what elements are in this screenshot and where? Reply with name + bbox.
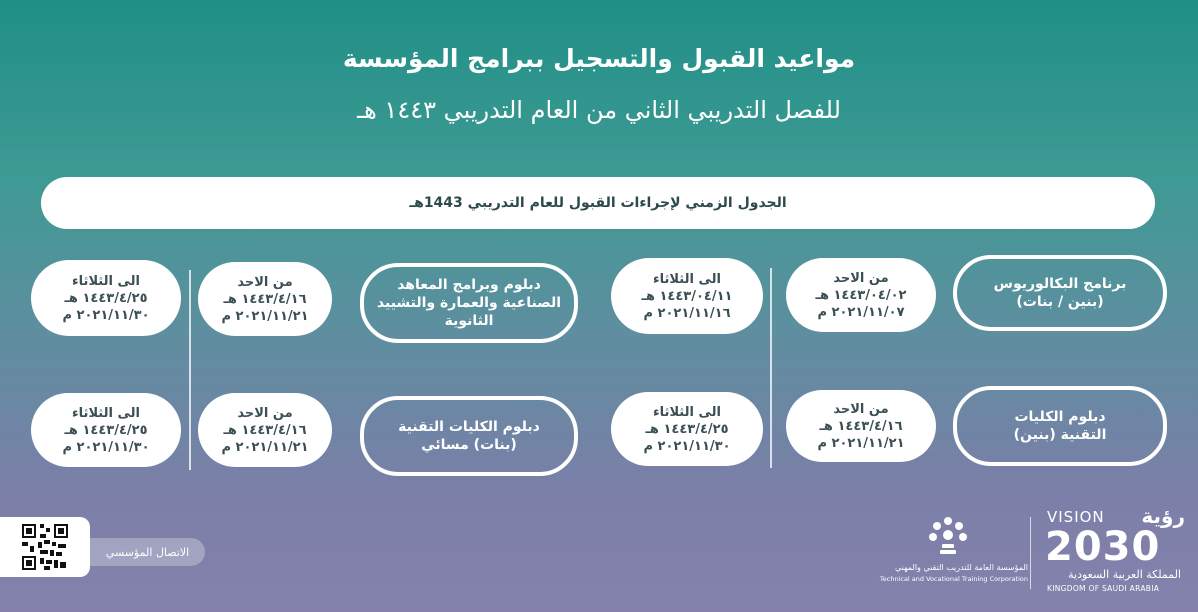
corporate-contact-text: الاتصال المؤسسي xyxy=(105,545,190,559)
qr-code-icon xyxy=(20,522,70,572)
program-colleges-girls: دبلوم الكليات التقنية (بنات) مسائي xyxy=(360,396,578,476)
tvtc-arabic-name: المؤسسة العامة للتدريب التقني والمهني xyxy=(894,563,1028,572)
qr-code[interactable] xyxy=(0,517,90,577)
column-divider-left xyxy=(189,270,191,470)
bachelor-start-date: من الاحد ١٤٤٣/٠٤/٠٢ هـ ٢٠٢١/١١/٠٧ م xyxy=(786,258,936,332)
program-bachelor: برنامج البكالوريوس (بنين / بنات) xyxy=(953,255,1167,331)
tvtc-logo-icon xyxy=(926,514,970,560)
kingdom-arabic: المملكة العربية السعودية xyxy=(1068,568,1181,581)
column-divider-right xyxy=(770,268,772,468)
page-subtitle: للفصل التدريبي الثاني من العام التدريبي ١٤٤٣ هـ xyxy=(357,96,841,124)
colleges-boys-start-date: من الاحد ١٤٤٣/٤/١٦ هـ ٢٠٢١/١١/٢١ م xyxy=(786,390,936,462)
banner-text: الجدول الزمني لإجراءات القبول للعام التدريبي 1443هـ xyxy=(409,195,787,211)
logo-separator xyxy=(1030,517,1031,589)
program-colleges-boys: دبلوم الكليات التقنية (بنين) xyxy=(953,386,1167,466)
corporate-contact-label[interactable] xyxy=(90,538,205,566)
vision-label: VISION xyxy=(1047,508,1105,526)
page-title: مواعيد القبول والتسجيل ببرامج المؤسسة xyxy=(342,44,856,73)
vision-2030-logo xyxy=(1045,506,1185,598)
colleges-boys-end-date: الى الثلاثاء ١٤٤٣/٤/٢٥ هـ ٢٠٢١/١١/٣٠ م xyxy=(611,392,763,466)
colleges-girls-end-date: الى الثلاثاء ١٤٤٣/٤/٢٥ هـ ٢٠٢١/١١/٣٠ م xyxy=(31,393,181,467)
institutes-end-date: الى الثلاثاء ١٤٤٣/٤/٢٥ هـ ٢٠٢١/١١/٣٠ م xyxy=(31,260,181,336)
vision-year: 2030 xyxy=(1045,524,1161,570)
program-institutes: دبلوم وبرامج المعاهد الصناعية والعمارة والتشييد الثانوية xyxy=(360,263,578,343)
institutes-start-date: من الاحد ١٤٤٣/٤/١٦ هـ ٢٠٢١/١١/٢١ م xyxy=(198,262,332,336)
bachelor-end-date: الى الثلاثاء ١٤٤٣/٠٤/١١ هـ ٢٠٢١/١١/١٦ م xyxy=(611,258,763,334)
vision-arabic-label: رؤية xyxy=(1141,504,1185,528)
colleges-girls-start-date: من الاحد ١٤٤٣/٤/١٦ هـ ٢٠٢١/١١/٢١ م xyxy=(198,393,332,467)
kingdom-english: KINGDOM OF SAUDI ARABIA xyxy=(1047,584,1160,593)
schedule-banner xyxy=(41,177,1155,229)
tvtc-english-name: Technical and Vocational Training Corporation xyxy=(879,575,1028,583)
tvtc-logo xyxy=(868,512,1028,588)
